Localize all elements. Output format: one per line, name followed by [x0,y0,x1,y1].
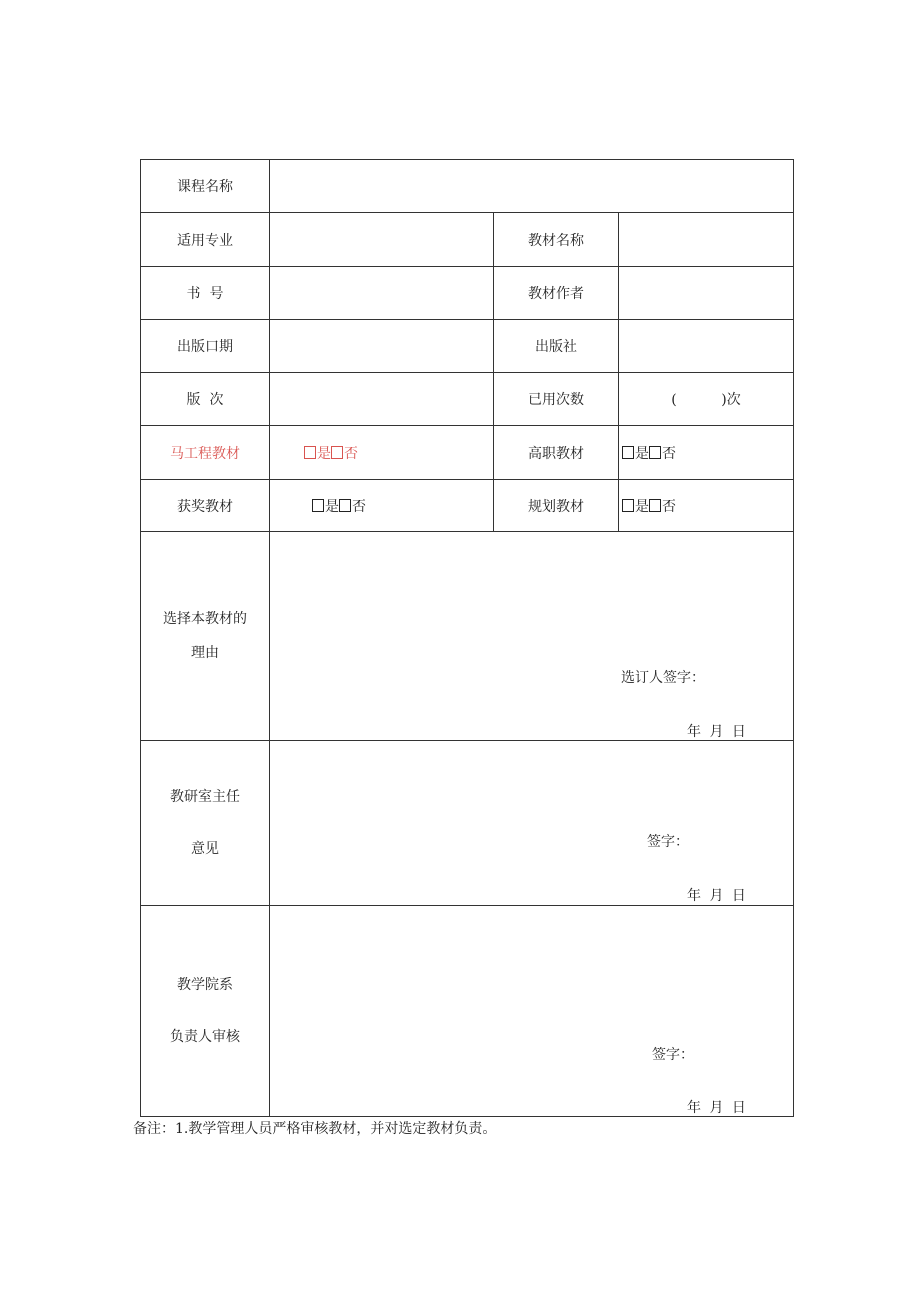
dean-date-label: 年 月 日 [687,1100,746,1116]
textbook-author-label: 教材作者 [494,267,619,320]
book-number-label: 书 号 [141,267,270,320]
dean-review-label-line2: 负责人审核 [170,1029,240,1045]
no-option-label: 否 [662,498,676,515]
dean-review-label-line1: 教学院系 [177,977,233,993]
no-option-label: 否 [352,498,366,515]
course-name-field[interactable] [270,160,794,213]
marxism-project-options [270,426,494,480]
yes-checkbox[interactable] [622,499,634,512]
selection-reason-field[interactable] [270,532,794,741]
no-checkbox[interactable] [339,499,351,512]
book-number-field[interactable] [270,267,494,320]
selection-reason-label-line2: 理由 [191,645,219,661]
director-signature-label: 签字： [647,834,689,850]
planned-options [619,480,794,532]
vocational-textbook-label: 高职教材 [494,426,619,480]
textbook-name-field[interactable] [619,213,794,267]
applicable-major-field[interactable] [270,213,494,267]
marxism-project-textbook-label: 马工程教材 [141,426,270,480]
no-option-label: 否 [662,445,676,462]
textbook-author-field[interactable] [619,267,794,320]
yes-option-label: 是 [325,498,339,515]
times-used-field[interactable]: ( )次 [619,373,794,426]
footnote: 备注：1.教学管理人员严格审核教材，并对选定教材负责。 [133,1121,497,1137]
dean-review-label [141,906,270,1117]
publisher-label: 出版社 [494,320,619,373]
no-option-label: 否 [344,445,358,462]
publisher-field[interactable] [619,320,794,373]
selection-reason-label-line1: 选择本教材的 [163,611,247,627]
textbook-name-label: 教材名称 [494,213,619,267]
director-date-label: 年 月 日 [687,888,746,904]
planned-textbook-label: 规划教材 [494,480,619,532]
edition-label: 版 次 [141,373,270,426]
course-name-label: 课程名称 [141,160,270,213]
yes-checkbox[interactable] [312,499,324,512]
vocational-options [619,426,794,480]
director-opinion-label [141,741,270,906]
times-used-label: 已用次数 [494,373,619,426]
selector-signature-label: 选订人签字： [621,670,705,686]
director-opinion-label-line2: 意见 [191,841,219,857]
edition-field[interactable] [270,373,494,426]
yes-option-label: 是 [635,445,649,462]
award-options [270,480,494,532]
applicable-major-label: 适用专业 [141,213,270,267]
yes-checkbox[interactable] [622,446,634,459]
yes-option-label: 是 [635,498,649,515]
no-checkbox[interactable] [649,499,661,512]
publish-date-field[interactable] [270,320,494,373]
no-checkbox[interactable] [649,446,661,459]
award-textbook-label: 获奖教材 [141,480,270,532]
director-opinion-field[interactable] [270,741,794,906]
publish-date-label: 出版口期 [141,320,270,373]
dean-signature-label: 签字： [652,1047,694,1063]
yes-checkbox[interactable] [304,446,316,459]
director-opinion-label-line1: 教研室主任 [170,789,240,805]
no-checkbox[interactable] [331,446,343,459]
yes-option-label: 是 [317,445,331,462]
dean-review-field[interactable] [270,906,794,1117]
textbook-selection-form [140,159,794,1117]
reason-date-label: 年 月 日 [687,724,746,740]
selection-reason-label [141,532,270,741]
